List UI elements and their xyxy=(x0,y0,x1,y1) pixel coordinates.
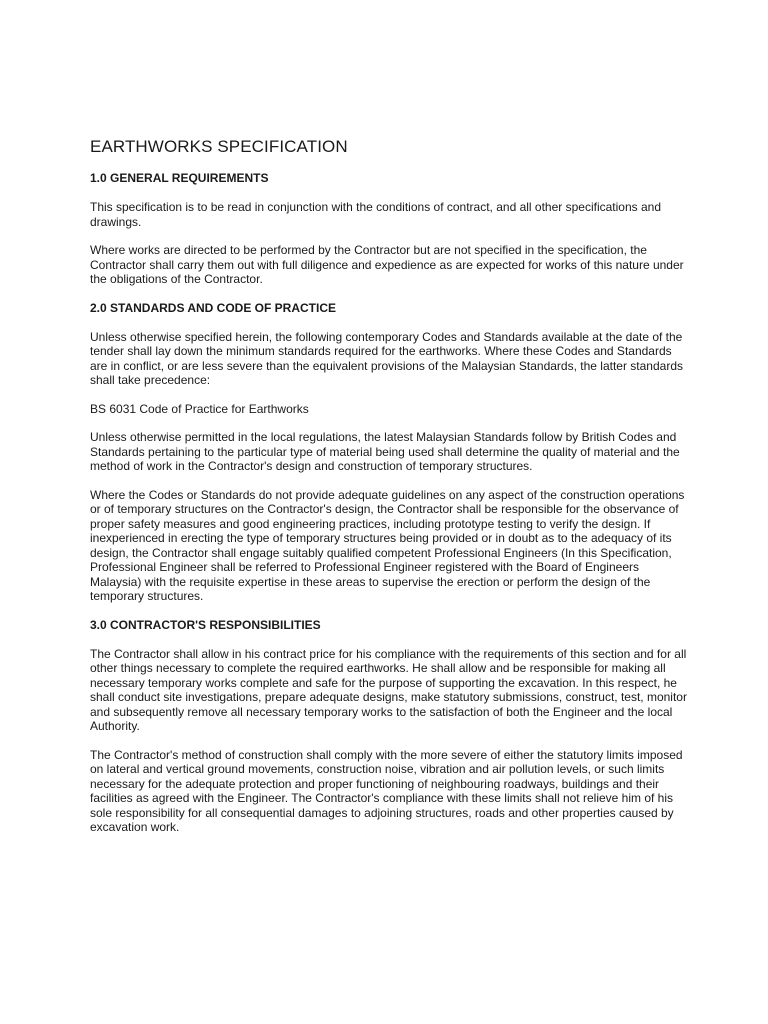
section-contractors-responsibilities xyxy=(90,618,690,835)
document-page xyxy=(90,137,690,849)
document-title: EARTHWORKS SPECIFICATION xyxy=(90,137,348,156)
section-heading: 2.0 STANDARDS AND CODE OF PRACTICE xyxy=(90,300,337,315)
paragraph: BS 6031 Code of Practice for Earthworks xyxy=(90,401,309,416)
paragraph: Where the Codes or Standards do not provide adequate guidelines on any aspect of the construction operations or of temporary structures on the Contractor's design, the Contractor shall be responsible for the observance of proper safety measures and good engineering practices, including prototype testing to verify the design. If inexperienced in erecting the type of temporary structures being provided or in doubt as to the adequacy of its design, the Contractor shall engage suitably qualified competent Professional Engineers (In this Specification, Professional Engineer shall be referred to Professional Engineer registered with the Board of Engineers Malaysia) with the requisite expertise in these areas to supervise the erection or perform the design of the temporary structures. xyxy=(90,487,685,603)
section-heading: 3.0 CONTRACTOR'S RESPONSIBILITIES xyxy=(90,617,321,632)
paragraph: The Contractor shall allow in his contract price for his compliance with the requirements of this section and for all other things necessary to complete the required earthworks. He shall allow and be responsible for making all necessary temporary works complete and safe for the purpose of supporting the excavation. In this respect, he shall conduct site investigations, prepare adequate designs, make statutory submissions, construct, test, monitor and subsequently remove all necessary temporary works to the satisfaction of both the Engineer and the local Authority. xyxy=(90,646,687,733)
paragraph: This specification is to be read in conjunction with the conditions of contract, and all other specifications and drawings. xyxy=(90,200,661,229)
paragraph: Unless otherwise specified herein, the following contemporary Codes and Standards available at the date of the tender shall lay down the minimum standards required for the earthworks. Where these Codes and Standards are in conflict, or are less severe than the equivalent provisions of the Malaysian Standards, the latter standards shall take precedence: xyxy=(90,329,683,387)
paragraph: Unless otherwise permitted in the local regulations, the latest Malaysian Standards follow by British Codes and Standards pertaining to the particular type of material being used shall determine the quality of material and the method of work in the Contractor's design and construction of temporary structures. xyxy=(90,430,680,473)
section-heading: 1.0 GENERAL REQUIREMENTS xyxy=(90,171,269,185)
paragraph: Where works are directed to be performed by the Contractor but are not specified in the specification, the Contractor shall carry them out with full diligence and expedience as are expected for works of this nature under the obligations of the Contractor. xyxy=(90,243,684,286)
paragraph: The Contractor's method of construction shall comply with the more severe of either the statutory limits imposed on lateral and vertical ground movements, construction noise, vibration and air pollution levels, or such limits necessary for the adequate protection and proper functioning of neighbouring roadways, buildings and their facilities as agreed with the Engineer. The Contractor's compliance with these limits shall not relieve him of his sole responsibility for all consequential damages to adjoining structures, roads and other properties caused by excavation work. xyxy=(90,747,683,834)
section-standards-and-code-of-practice xyxy=(90,301,690,604)
section-general-requirements xyxy=(90,171,690,287)
